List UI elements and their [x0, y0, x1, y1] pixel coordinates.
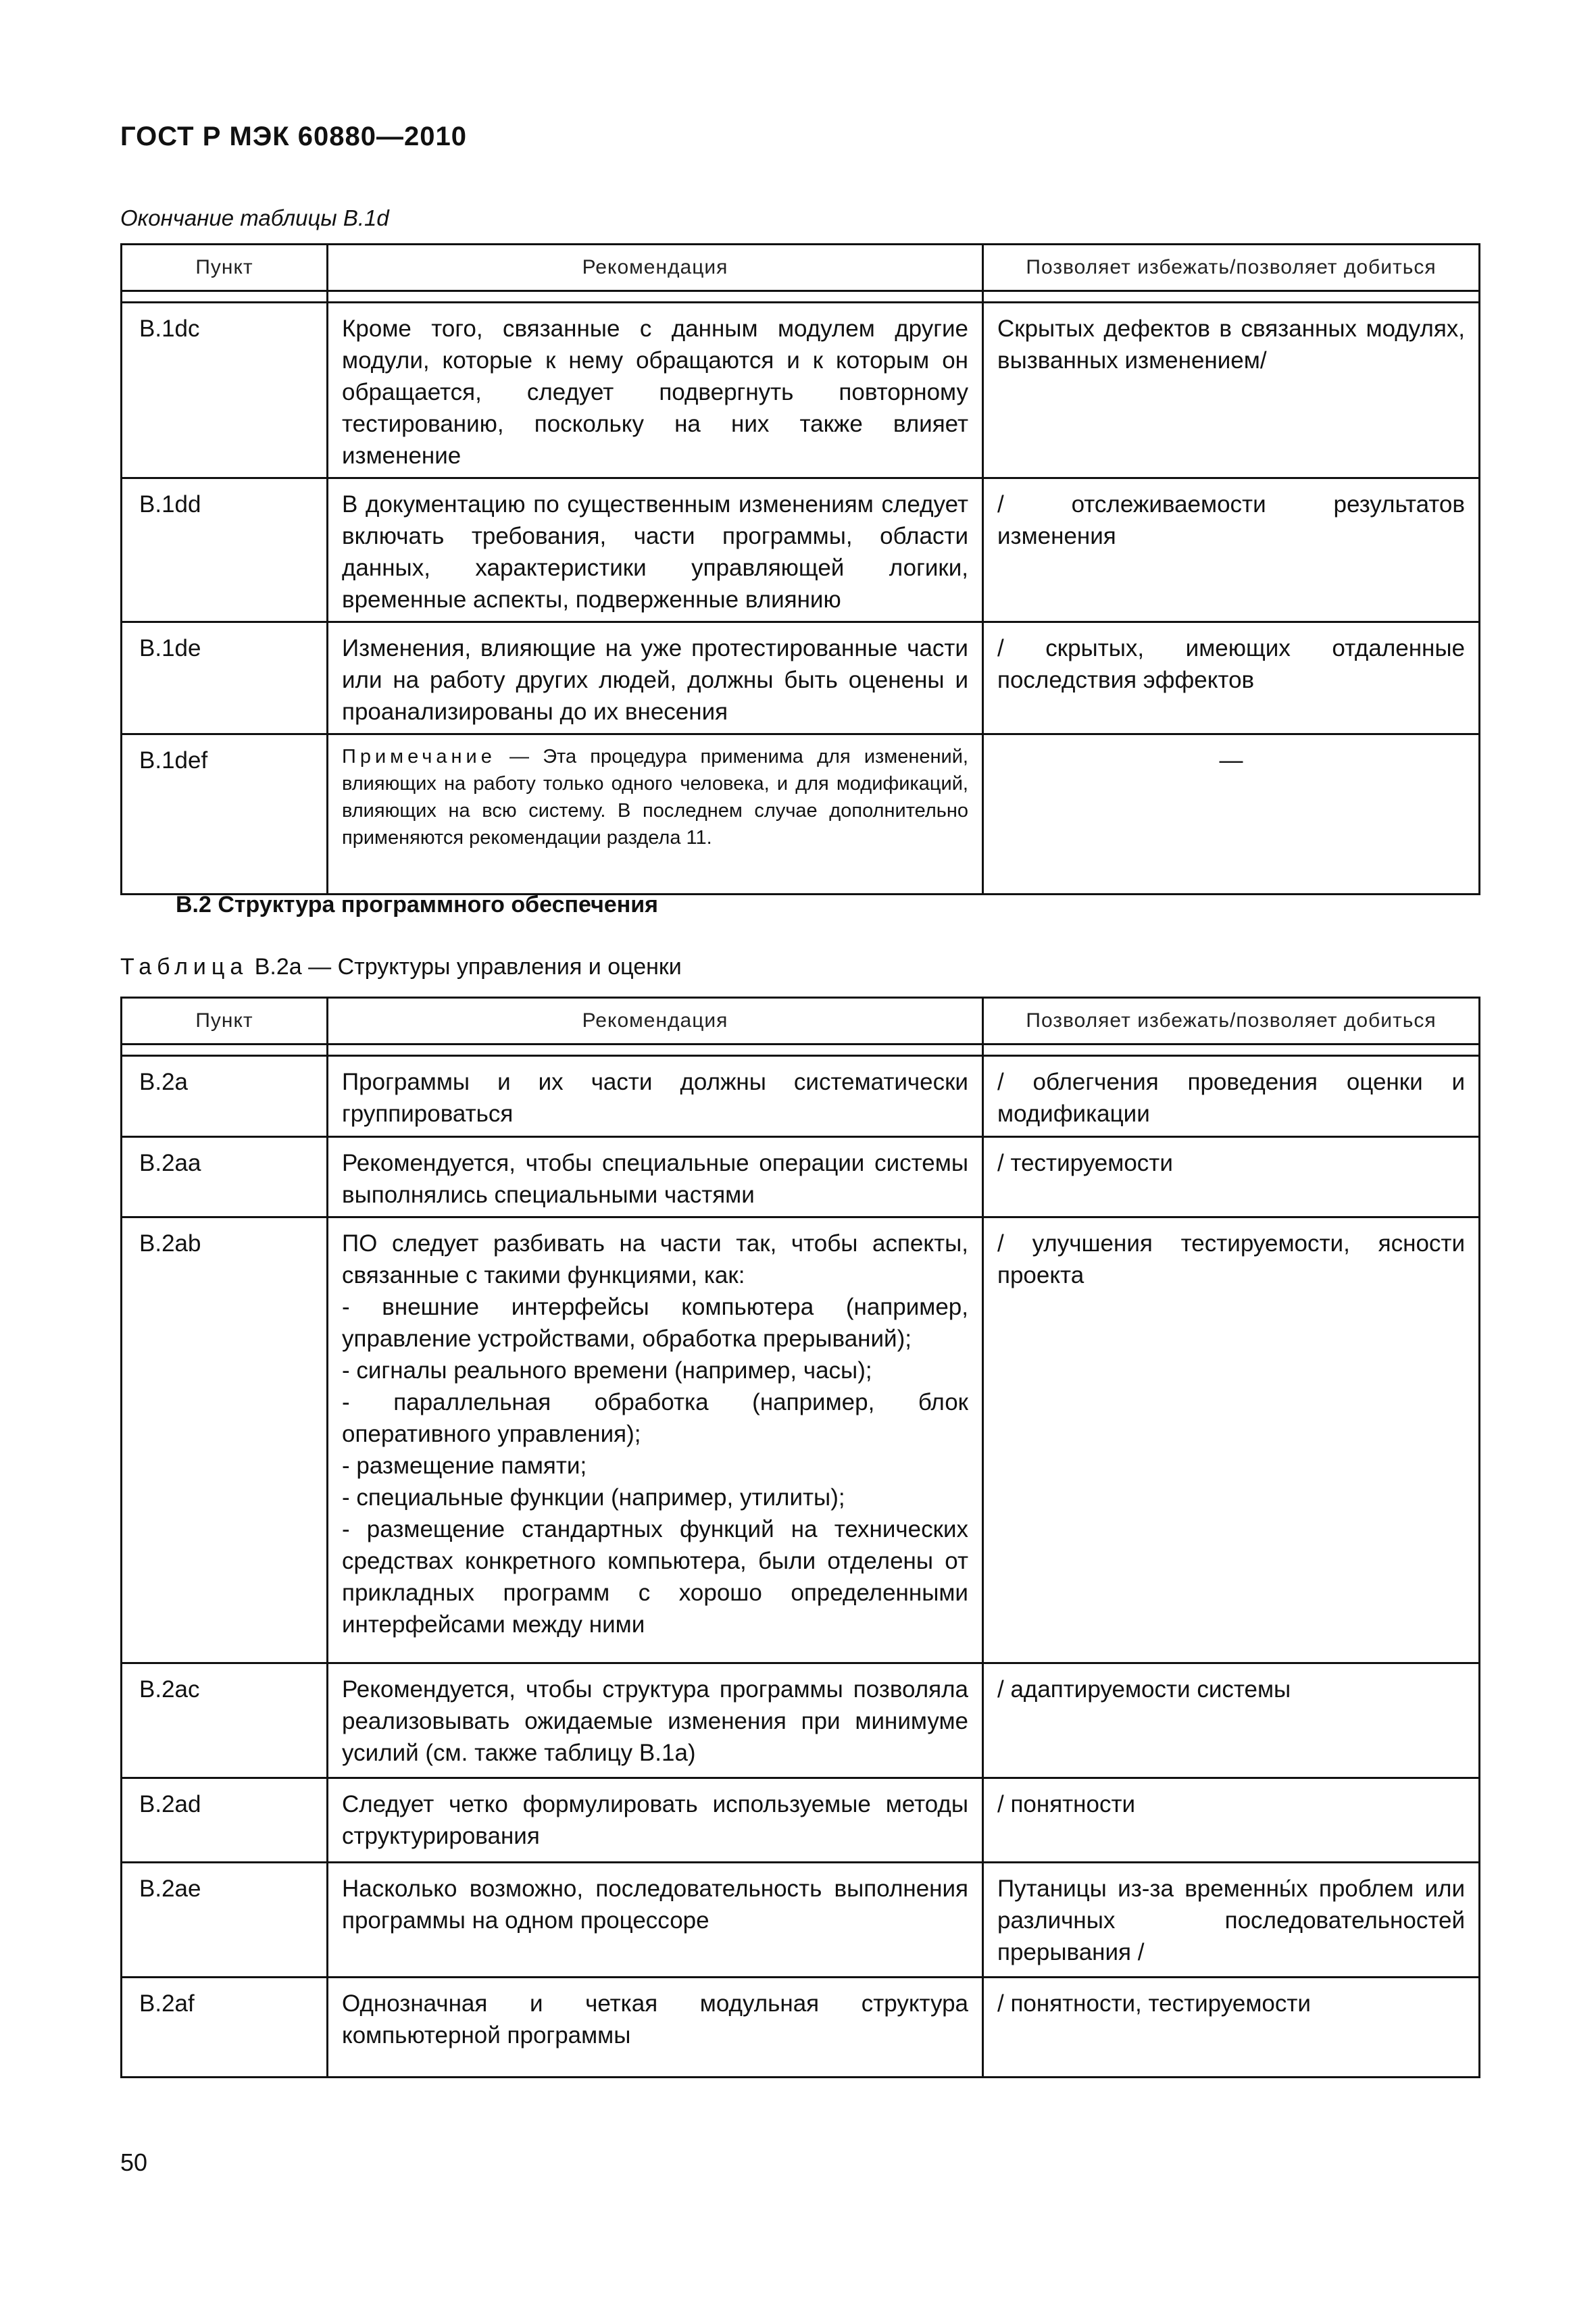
list-item: - размещение памяти;	[342, 1453, 587, 1479]
row-recommendation: В документацию по существенным изменениям следует включать требования, части программы, области данных, характеристики управляющей логики, временные аспекты, подверженные влиянию	[328, 478, 983, 622]
table-header-row	[122, 245, 1480, 291]
row-recommendation: Следует четко формулировать используемые методы структурирования	[328, 1778, 983, 1863]
page-number: 50	[120, 2148, 148, 2176]
row-code: В.1dc	[122, 303, 328, 478]
document-code: ГОСТ Р МЭК 60880—2010	[120, 122, 468, 151]
table-row	[122, 622, 1480, 734]
row-effect: / отслеживаемости результатов изменения	[983, 478, 1480, 622]
section-heading: В.2 Структура программного обеспечения	[176, 892, 658, 917]
table-row	[122, 1863, 1480, 1978]
list-item: - сигналы реального времени (например, часы);	[342, 1357, 872, 1384]
table-row	[122, 1778, 1480, 1863]
row-code: В.2аа	[122, 1137, 328, 1217]
table-row	[122, 478, 1480, 622]
table-b1d-end	[120, 243, 1480, 895]
column-header-recommendation: Рекомендация	[328, 998, 983, 1045]
table-caption	[120, 954, 682, 980]
row-code: В.2ас	[122, 1663, 328, 1778]
row-effect: / понятности, тестируемости	[983, 1978, 1480, 2078]
row-code: В.2ad	[122, 1778, 328, 1863]
row-code: В.1dd	[122, 478, 328, 622]
table-caption-label: Таблица	[120, 954, 249, 980]
table-row	[122, 1663, 1480, 1778]
table-row	[122, 1978, 1480, 2078]
row-code: В.2ае	[122, 1863, 328, 1978]
row-effect: Скрытых дефектов в связанных модулях, вызванных изменением/	[983, 303, 1480, 478]
row-recommendation: Насколько возможно, последовательность выполнения программы на одном процессоре	[328, 1863, 983, 1978]
row-effect: / тестируемости	[983, 1137, 1480, 1217]
table-continuation-caption: Окончание таблицы В.1d	[120, 205, 389, 230]
row-recommendation: Изменения, влияющие на уже протестированные части или на работу других людей, должны быть оценены и проанализированы до их внесения	[328, 622, 983, 734]
table-caption-title: В.2а — Структуры управления и оценки	[248, 954, 682, 980]
row-recommendation: Рекомендуется, чтобы структура программы позволяла реализовывать ожидаемые изменения при минимуме усилий (см. также таблицу В.1а)	[328, 1663, 983, 1778]
row-effect: / адаптируемости системы	[983, 1663, 1480, 1778]
row-code: В.2а	[122, 1056, 328, 1137]
table-row	[122, 303, 1480, 478]
list-item: - специальные функции (например, утилиты);	[342, 1484, 845, 1511]
column-header-effect: Позволяет избежать/позволяет добиться	[983, 245, 1480, 291]
list-item: - параллельная обработка (например, блок оперативного управления);	[342, 1389, 968, 1447]
table-row	[122, 734, 1480, 895]
row-code: В.1de	[122, 622, 328, 734]
note-text: — Эта процедура применима для изменений, влияющих на работу только одного человека, и для модификаций, влияющих на всю систему. В последнем случае дополнительно применяются рекомендации раздела 11.	[342, 746, 968, 849]
table-row	[122, 1056, 1480, 1137]
row-recommendation: Программы и их части должны систематически группироваться	[328, 1056, 983, 1137]
row-recommendation: Рекомендуется, чтобы специальные операции системы выполнялись специальными частями	[328, 1137, 983, 1217]
list-item: - размещение стандартных функций на технических средствах конкретного компьютера, были отделены от прикладных программ с хорошо определенными интерфейсами между ними	[342, 1516, 968, 1638]
row-effect: / улучшения тестируемости, ясности проекта	[983, 1217, 1480, 1663]
row-code: В.2af	[122, 1978, 328, 2078]
note-label: Примечание	[342, 746, 496, 768]
column-header-item: Пункт	[122, 245, 328, 291]
column-header-recommendation: Рекомендация	[328, 245, 983, 291]
table-b2a	[120, 997, 1480, 2078]
row-effect: —	[983, 734, 1480, 895]
row-effect: / понятности	[983, 1778, 1480, 1863]
list-intro: ПО следует разбивать на части так, чтобы аспекты, связанные с такими функциями, как:	[342, 1230, 968, 1288]
column-header-item: Пункт	[122, 998, 328, 1045]
row-recommendation: Кроме того, связанные с данным модулем другие модули, которые к нему обращаются и к которым он обращается, следует подвергнуть повторному тестированию, поскольку на них также влияет изменение	[328, 303, 983, 478]
list-item: - внешние интерфейсы компьютера (например, управление устройствами, обработка прерываний);	[342, 1294, 968, 1352]
column-header-effect: Позволяет избежать/позволяет добиться	[983, 998, 1480, 1045]
header-gap-row	[122, 1045, 1480, 1056]
table-row	[122, 1137, 1480, 1217]
row-recommendation	[328, 1217, 983, 1663]
row-code: В.2ab	[122, 1217, 328, 1663]
header-gap-row	[122, 291, 1480, 303]
row-effect: / скрытых, имеющих отдаленные последствия эффектов	[983, 622, 1480, 734]
row-effect: Путаницы из-за временны́х проблем или различных последовательностей прерывания /	[983, 1863, 1480, 1978]
row-code: В.1def	[122, 734, 328, 895]
table-header-row	[122, 998, 1480, 1045]
row-recommendation: Однозначная и четкая модульная структура компьютерной программы	[328, 1978, 983, 2078]
row-note	[328, 734, 983, 895]
row-effect: / облегчения проведения оценки и модификации	[983, 1056, 1480, 1137]
table-row	[122, 1217, 1480, 1663]
